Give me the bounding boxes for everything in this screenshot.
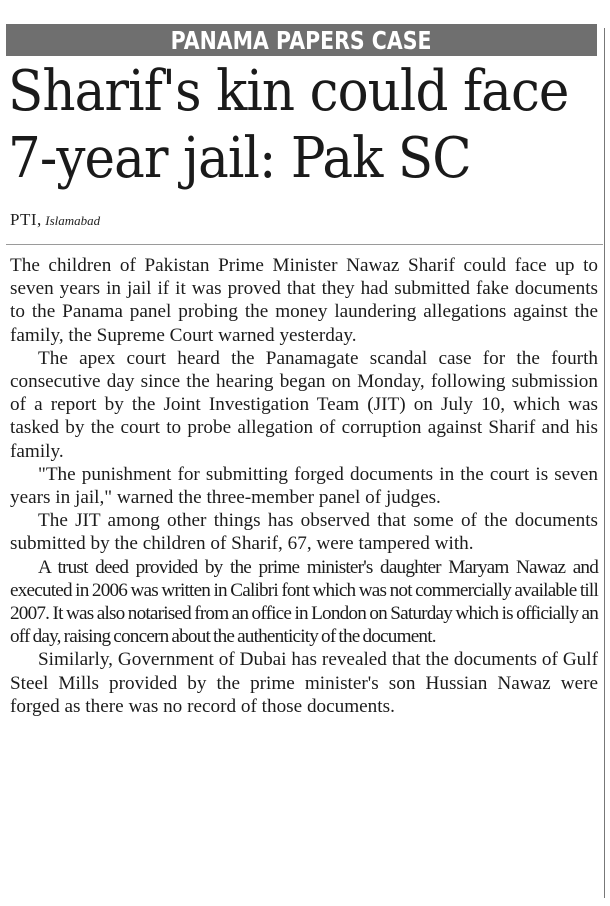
paragraph-5: A trust deed provided by the prime minister's daughter Maryam Nawaz and executed in 2006 was written in Calibri font which was not commercially available till 2007. It was also notarised from an office in London on Saturday which is officially an off day, raising concern about the authenticity of the document. (10, 556, 598, 648)
paragraph-3: "The punishment for submitting forged documents in the court is seven years in jail," warned the three-member panel of judges. (10, 463, 598, 509)
article-body (10, 254, 598, 718)
headline-line-1: Sharif's kin could face (8, 59, 569, 124)
headline-line-2: 7-year jail: Pak SC (8, 126, 471, 191)
section-kicker: PANAMA PAPERS CASE (171, 25, 432, 55)
headline (8, 58, 569, 192)
paragraph-4: The JIT among other things has observed that some of the documents submitted by the children of Sharif, 67, were tampered with. (10, 510, 598, 555)
paragraph-1: The children of Pakistan Prime Minister Nawaz Sharif could face up to seven years in jail if it was proved that they had submitted fake documents to the Panama panel probing the money laundering allegations against the family, the Supreme Court warned yesterday. (10, 255, 598, 346)
section-kicker-bar (6, 24, 597, 56)
paragraph-6: Similarly, Government of Dubai has revealed that the documents of Gulf Steel Mills provided by the prime minister's son Hussian Nawaz were forged as there was no record of those documents. (10, 649, 598, 717)
byline (10, 210, 100, 230)
byline-agency: PTI, (10, 210, 42, 229)
byline-divider (6, 244, 603, 245)
column-rule (604, 28, 605, 898)
paragraph-2: The apex court heard the Panamagate scandal case for the fourth consecutive day since the hearing began on Monday, following submission of a report by the Joint Investigation Team (JIT) on July 10, which was tasked by the court to probe allegation of corruption against Sharif and his family. (10, 347, 598, 462)
byline-location: Islamabad (45, 213, 101, 228)
